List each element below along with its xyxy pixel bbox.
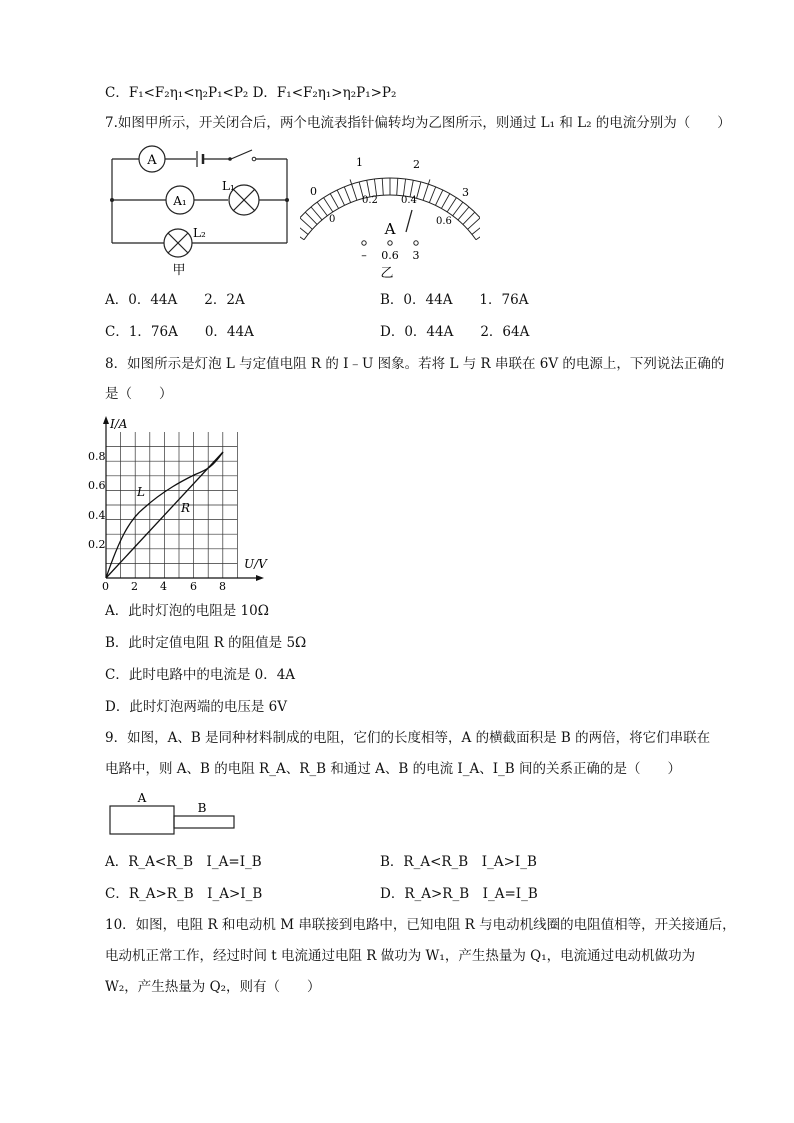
y-tick-02: 0.2 bbox=[88, 538, 106, 551]
curve-label-r: R bbox=[181, 501, 191, 515]
resistor-a-label: A bbox=[137, 791, 147, 805]
q10-stem-line3: W₂，产生热量为 Q₂，则有（ ） bbox=[105, 979, 321, 995]
q8-stem-line1: 8．如图所示是灯泡 L 与定值电阻 R 的 I﹣U 图象。若将 L 与 R 串联在 6V 的电源上，下列说法正确的 bbox=[105, 356, 725, 372]
lamp-l2-label: L₂ bbox=[193, 226, 206, 240]
x-tick-8: 8 bbox=[219, 580, 226, 590]
q7-option-d[interactable]: D．0．44A 2．64A bbox=[380, 324, 530, 340]
q7-option-c[interactable]: C．1．76A 0．44A bbox=[105, 324, 254, 340]
q9-option-c[interactable]: C．R_A>R_B I_A>I_B bbox=[105, 886, 263, 902]
figure-yi-caption: 乙 bbox=[380, 266, 394, 281]
q7-stem: 7.如图甲所示，开关闭合后，两个电流表指针偏转均为乙图所示，则通过 L₁ 和 L₂ 的电流分别为（ ） bbox=[105, 115, 731, 131]
q9-option-a[interactable]: A．R_A<R_B I_A=I_B bbox=[105, 854, 262, 870]
dial-top-scale-2: 2 bbox=[413, 158, 420, 171]
dial-tick bbox=[382, 178, 383, 195]
dial-tick bbox=[337, 190, 344, 205]
dial-top-scale-3: 3 bbox=[462, 186, 469, 199]
q8-stem-line2: 是（ ） bbox=[105, 386, 173, 402]
dial-bottom-scale-04: 0.4 bbox=[401, 195, 417, 206]
terminal-3: 3 bbox=[412, 249, 420, 262]
q9-resistor-diagram bbox=[104, 790, 244, 840]
dial-bottom-scale-02: 0.2 bbox=[362, 195, 378, 206]
y-tick-06: 0.6 bbox=[88, 479, 106, 492]
terminal-06: 0.6 bbox=[381, 249, 399, 262]
resistor-b-label: B bbox=[197, 801, 207, 815]
dial-tick bbox=[374, 179, 376, 196]
q7-option-a[interactable]: A．0．44A 2．2A bbox=[105, 292, 245, 308]
dial-tick bbox=[435, 190, 442, 205]
lamp-l1-label: L₁ bbox=[222, 179, 235, 193]
figure-jia-caption: 甲 bbox=[172, 263, 186, 278]
dial-bottom-scale-0: 0 bbox=[329, 214, 336, 225]
q9-stem-line2: 电路中，则 A、B 的电阻 R_A、R_B 和通过 A、B 的电流 I_A、I_B 间的关系正确的是（ ） bbox=[105, 761, 682, 777]
q10-stem-line2: 电动机正常工作，经过时间 t 电流通过电阻 R 做功为 W₁，产生热量为 Q₁，电流通过电动机做功为 bbox=[105, 948, 696, 964]
resistor-a-block bbox=[110, 806, 174, 834]
q9-stem-line1: 9．如图，A、B 是同种材料制成的电阻，它们的长度相等，A 的横截面积是 B 的两倍，将它们串联在 bbox=[105, 730, 711, 746]
dial-tick bbox=[330, 194, 338, 209]
terminal-minus: – bbox=[361, 249, 367, 262]
dial-tick bbox=[458, 207, 469, 220]
dial-tick bbox=[403, 179, 405, 196]
q8-option-c[interactable]: C．此时电路中的电流是 0．4A bbox=[105, 667, 296, 683]
y-tick-04: 0.4 bbox=[88, 509, 106, 522]
dial-tick bbox=[429, 187, 435, 203]
dial-unit: A bbox=[384, 220, 396, 238]
dial-top-scale-0: 0 bbox=[310, 185, 317, 198]
q9-option-d[interactable]: D．R_A>R_B I_A=I_B bbox=[380, 886, 538, 902]
x-tick-2: 2 bbox=[131, 580, 138, 590]
y-axis-label: I/A bbox=[110, 417, 128, 431]
ammeter-a-label: A bbox=[147, 153, 157, 168]
dial-tick bbox=[317, 202, 327, 216]
q7-ammeter-dial-yi bbox=[300, 150, 480, 282]
q9-option-b[interactable]: B．R_A<R_B I_A>I_B bbox=[380, 854, 537, 870]
dial-tick bbox=[472, 224, 480, 235]
dial-tick bbox=[311, 207, 322, 220]
x-tick-4: 4 bbox=[160, 580, 167, 590]
dial-tick bbox=[463, 212, 475, 224]
dial-tick bbox=[397, 178, 398, 195]
dial-tick bbox=[344, 187, 350, 203]
prev-options-cd: C．F₁<F₂η₁<η₂P₁<P₂ D．F₁<F₂η₁>η₂P₁>P₂ bbox=[105, 85, 397, 101]
q8-option-b[interactable]: B．此时定值电阻 R 的阻值是 5Ω bbox=[105, 635, 307, 651]
y-tick-08: 0.8 bbox=[88, 450, 106, 463]
q7-option-b[interactable]: B．0．44A 1．76A bbox=[380, 292, 529, 308]
dial-tick bbox=[468, 218, 480, 229]
curve-label-l: L bbox=[137, 485, 145, 499]
q8-option-a[interactable]: A．此时灯泡的电阻是 10Ω bbox=[105, 603, 269, 619]
dial-bottom-scale-06: 0.6 bbox=[436, 216, 452, 227]
q8-iu-graph bbox=[84, 410, 284, 590]
dial-tick bbox=[305, 212, 317, 224]
dial-tick bbox=[441, 194, 449, 209]
q7-circuit-diagram-jia bbox=[104, 140, 294, 280]
dial-tick bbox=[417, 182, 421, 198]
dial-tick bbox=[324, 198, 333, 212]
dial-tick bbox=[453, 202, 463, 216]
dial-tick bbox=[300, 224, 308, 235]
dial-tick bbox=[447, 198, 456, 212]
resistor-b-block bbox=[174, 816, 234, 828]
x-tick-6: 6 bbox=[190, 580, 197, 590]
x-tick-0: 0 bbox=[102, 580, 109, 590]
dial-tick bbox=[300, 218, 312, 229]
dial-needle bbox=[406, 210, 412, 232]
dial-top-scale-1: 1 bbox=[356, 156, 363, 169]
q8-option-d[interactable]: D．此时灯泡两端的电压是 6V bbox=[105, 699, 287, 715]
ammeter-a1-label: A₁ bbox=[173, 194, 187, 208]
x-axis-label: U/V bbox=[244, 557, 267, 571]
q10-stem-line1: 10．如图，电阻 R 和电动机 M 串联接到电路中，已知电阻 R 与电动机线圈的电阻值相等，开关接通后， bbox=[105, 917, 736, 933]
